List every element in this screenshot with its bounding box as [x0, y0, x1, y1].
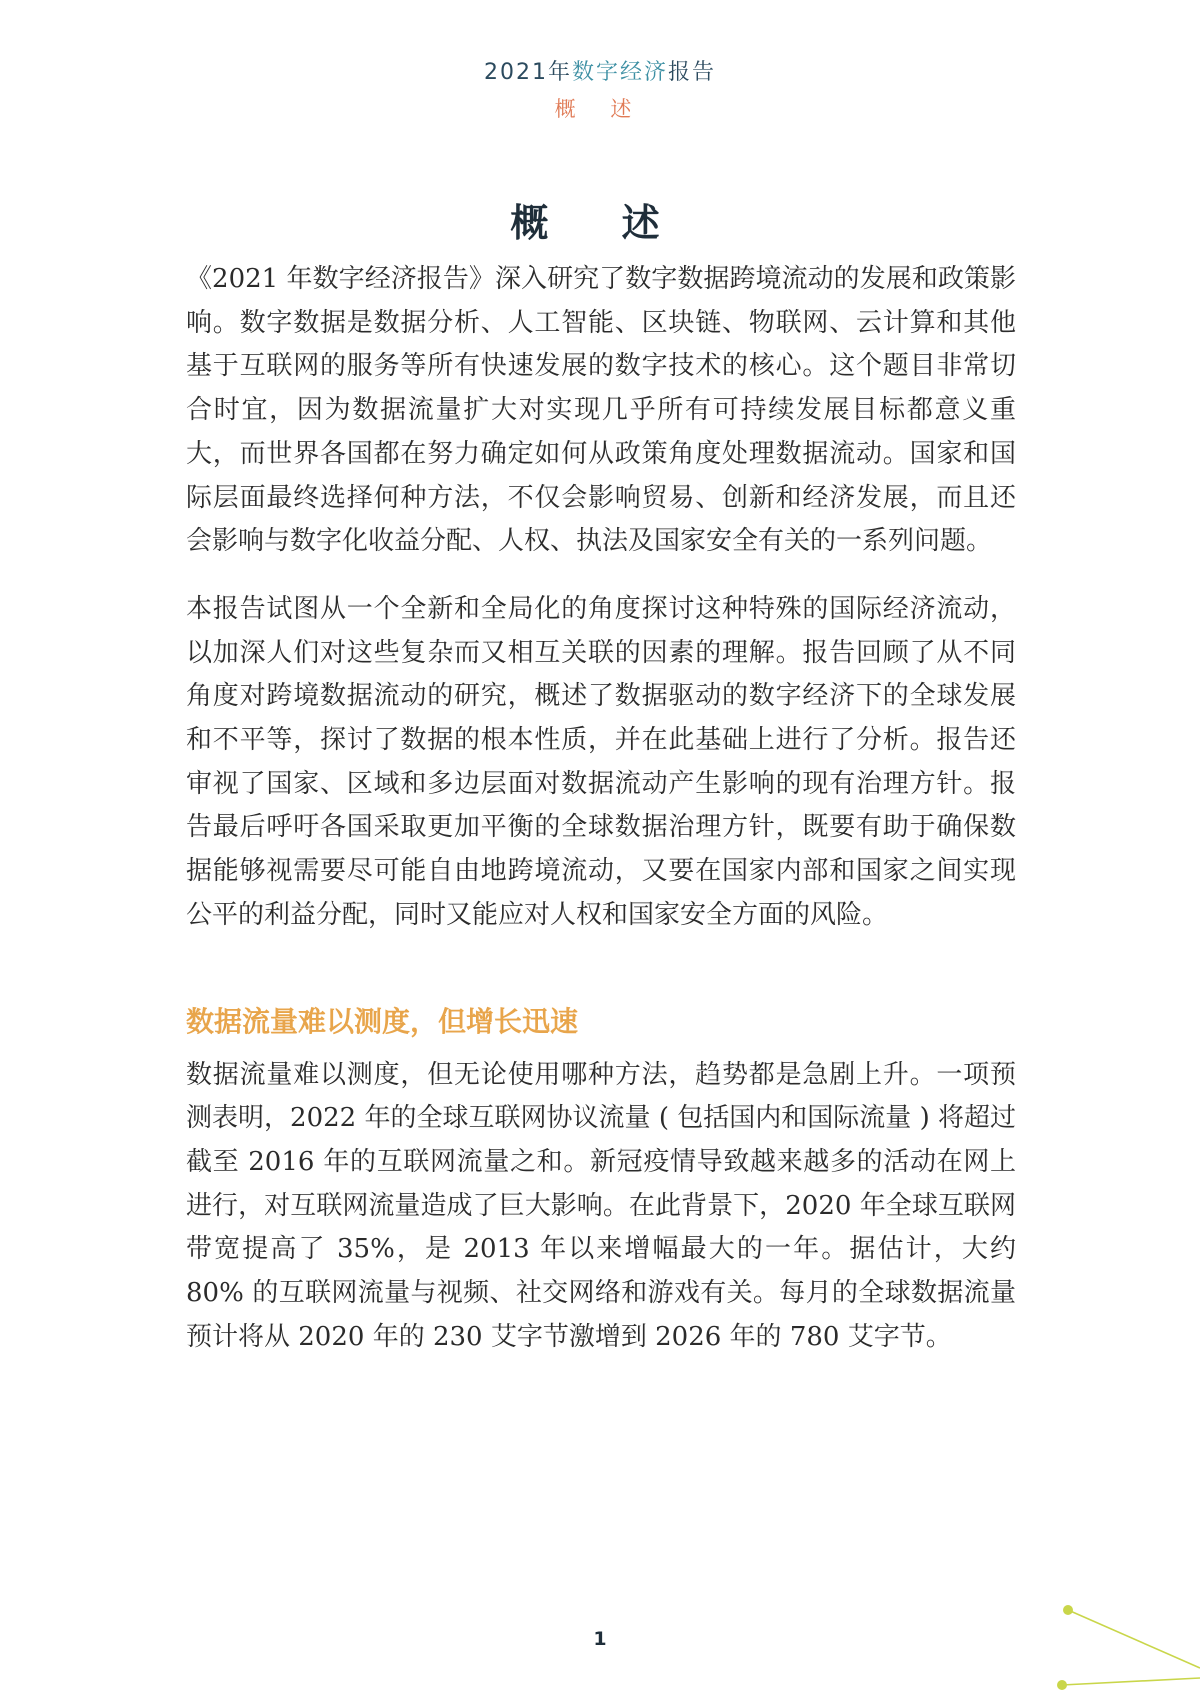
running-header	[0, 58, 1200, 88]
page-number: 1	[593, 1628, 607, 1650]
body-paragraph-2: 本报告试图从一个全新和全局化的角度探讨这种特殊的国际经济流动，以加深人们对这些复杂而又相互关联的因素的理解。报告回顾了从不同角度对跨境数据流动的研究，概述了数据驱动的数字经济下的全球发展和不平等，探讨了数据的根本性质，并在此基础上进行了分析。报告还审视了国家、区域和多边层面对数据流动产生影响的现有治理方针。报告最后呼吁各国采取更加平衡的全球数据治理方针，既要有助于确保数据能够视需要尽可能自由地跨境流动，又要在国家内部和国家之间实现公平的利益分配，同时又能应对人权和国家安全方面的风险。	[186, 593, 1016, 930]
section-heading: 数据流量难以测度，但增长迅速	[186, 1004, 579, 1038]
section-paragraph: 数据流量难以测度，但无论使用哪种方法，趋势都是急剧上升。一项预测表明，2022 年的全球互联网协议流量 ( 包括国内和国际流量 ) 将超过截至 2016 年的互联网流量之和。新冠疫情导致越来越多的活动在网上进行，对互联网流量造成了巨大影响。在此背景下，2020 年全球互联网带宽提高了 35%，是 2013 年以来增幅最大的一年。据估计，大约 80% 的互联网流量与视频、社交网络和游戏有关。每月的全球数据流量预计将从 2020 年的 230 艾字节激增到 2026 年的 780 艾字节。	[186, 1059, 1016, 1352]
page-title: 概 述	[510, 201, 690, 246]
running-header-suffix: 报告	[668, 60, 717, 85]
body-paragraph-1: 《2021 年数字经济报告》深入研究了数字数据跨境流动的发展和政策影响。数字数据是数据分析、人工智能、区块链、物联网、云计算和其他基于互联网的服务等所有快速发展的数字技术的核心。这个题目非常切合时宜，因为数据流量扩大对实现几乎所有可持续发展目标都意义重大，而世界各国都在努力确定如何从政策角度处理数据流动。国家和国际层面最终选择何种方法，不仅会影响贸易、创新和经济发展，而且还会影响与数字化收益分配、人权、执法及国家安全有关的一系列问题。	[186, 264, 1016, 557]
main-content	[186, 258, 1016, 1359]
running-header-subtitle: 概 述	[554, 97, 646, 121]
corner-decoration-icon	[1050, 1580, 1200, 1702]
running-header-year: 2021年	[483, 60, 572, 85]
running-header-topic: 数字经济	[571, 60, 668, 85]
